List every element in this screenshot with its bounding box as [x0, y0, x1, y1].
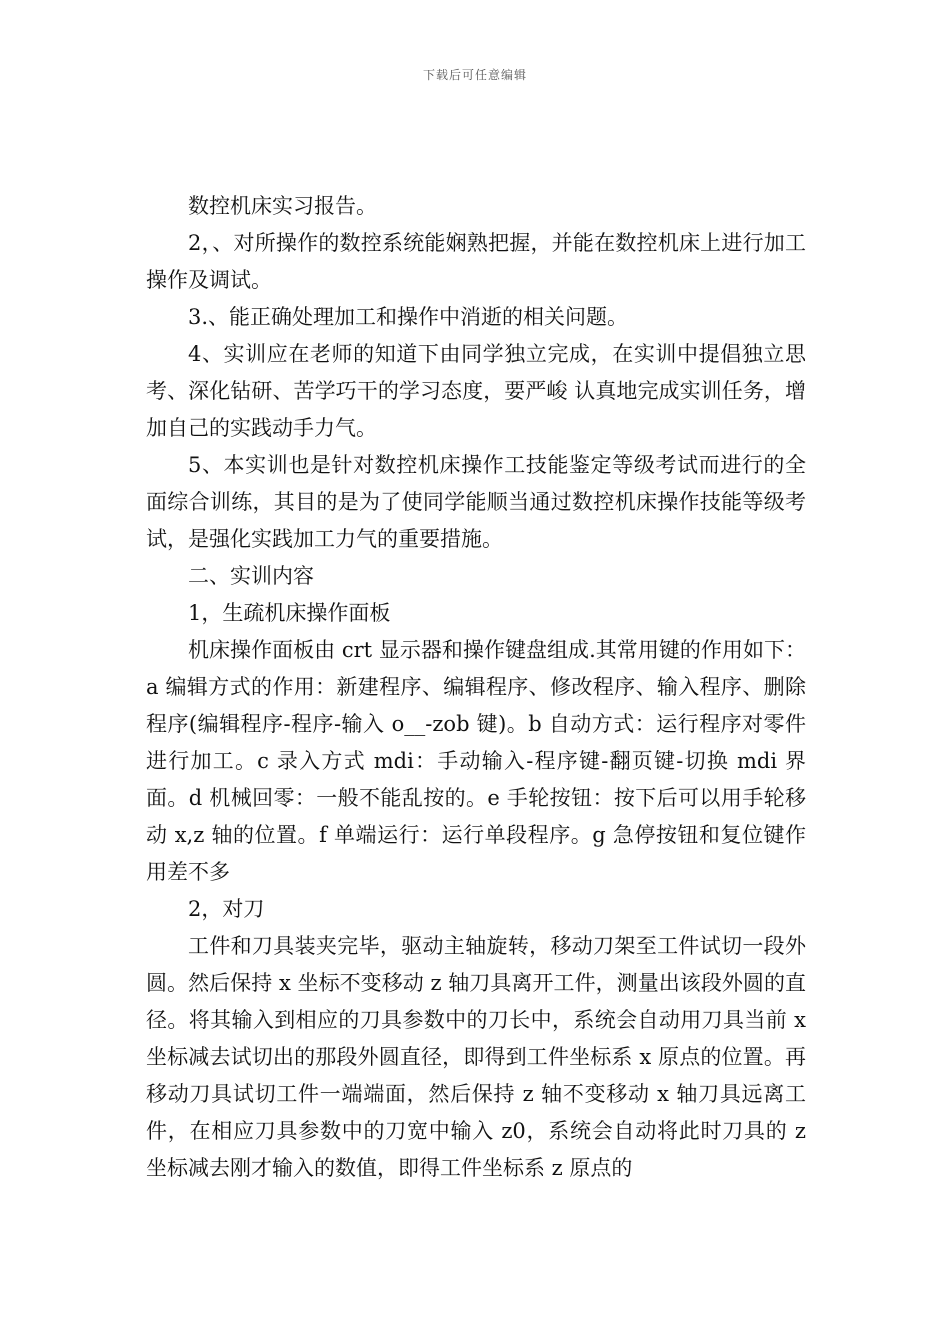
paragraph-item-2: 2，、对所操作的数控系统能娴熟把握，并能在数控机床上进行加工操作及调试。 [146, 231, 806, 292]
paragraph-item-3: 3.、能正确处理加工和操作中消逝的相关问题。 [188, 305, 629, 329]
subheading-operation-panel: 1，生疏机床操作面板 [188, 601, 391, 625]
paragraph-title: 数控机床实习报告。 [188, 194, 377, 218]
page-header: 下载后可任意编辑 [422, 68, 527, 82]
document-body [146, 188, 806, 1187]
paragraph-tool-setting: 工件和刀具装夹完毕，驱动主轴旋转，移动刀架至工件试切一段外圆。然后保持 x 坐标不变移动 z 轴刀具离开工件，测量出该段外圆的直径。将其输入到相应的刀具参数中的刀长中，系统会自动用刀具当前 x 坐标减去试切出的那段外圆直径，即得到工件坐标系 x 原点的位置。再移动刀具试切工件一端端面，然后保持 z 轴不变移动 x 轴刀具远离工件，在相应刀具参数中的刀宽中输入 z0，系统会自动将此时刀具的 z 坐标减去刚才输入的数值，即得工件坐标系 z 原点的 [146, 934, 806, 1180]
section-heading-training-content: 二、实训内容 [188, 564, 314, 588]
paragraph-operation-panel: 机床操作面板由 crt 显示器和操作键盘组成.其常用键的作用如下：a 编辑方式的作用：新建程序、编辑程序、修改程序、输入程序、删除程序(编辑程序-程序-输入 o__-zob 键)。b 自动方式：运行程序对零件进行加工。c 录入方式 mdi：手动输入-程序键-翻页键-切换 mdi 界面。d 机械回零：一般不能乱按的。e 手轮按钮：按下后可以用手轮移动 x,z 轴的位置。f 单端运行：运行单段程序。g 急停按钮和复位键作用差不多 [146, 638, 806, 884]
subheading-tool-setting: 2，对刀 [188, 897, 265, 921]
paragraph-item-4: 4、实训应在老师的知道下由同学独立完成，在实训中提倡独立思考、深化钻研、苦学巧干的学习态度，要严峻 认真地完成实训任务，增加自己的实践动手力气。 [146, 342, 806, 440]
paragraph-item-5: 5、本实训也是针对数控机床操作工技能鉴定等级考试而进行的全面综合训练，其目的是为了使同学能顺当通过数控机床操作技能等级考试，是强化实践加工力气的重要措施。 [146, 453, 806, 551]
